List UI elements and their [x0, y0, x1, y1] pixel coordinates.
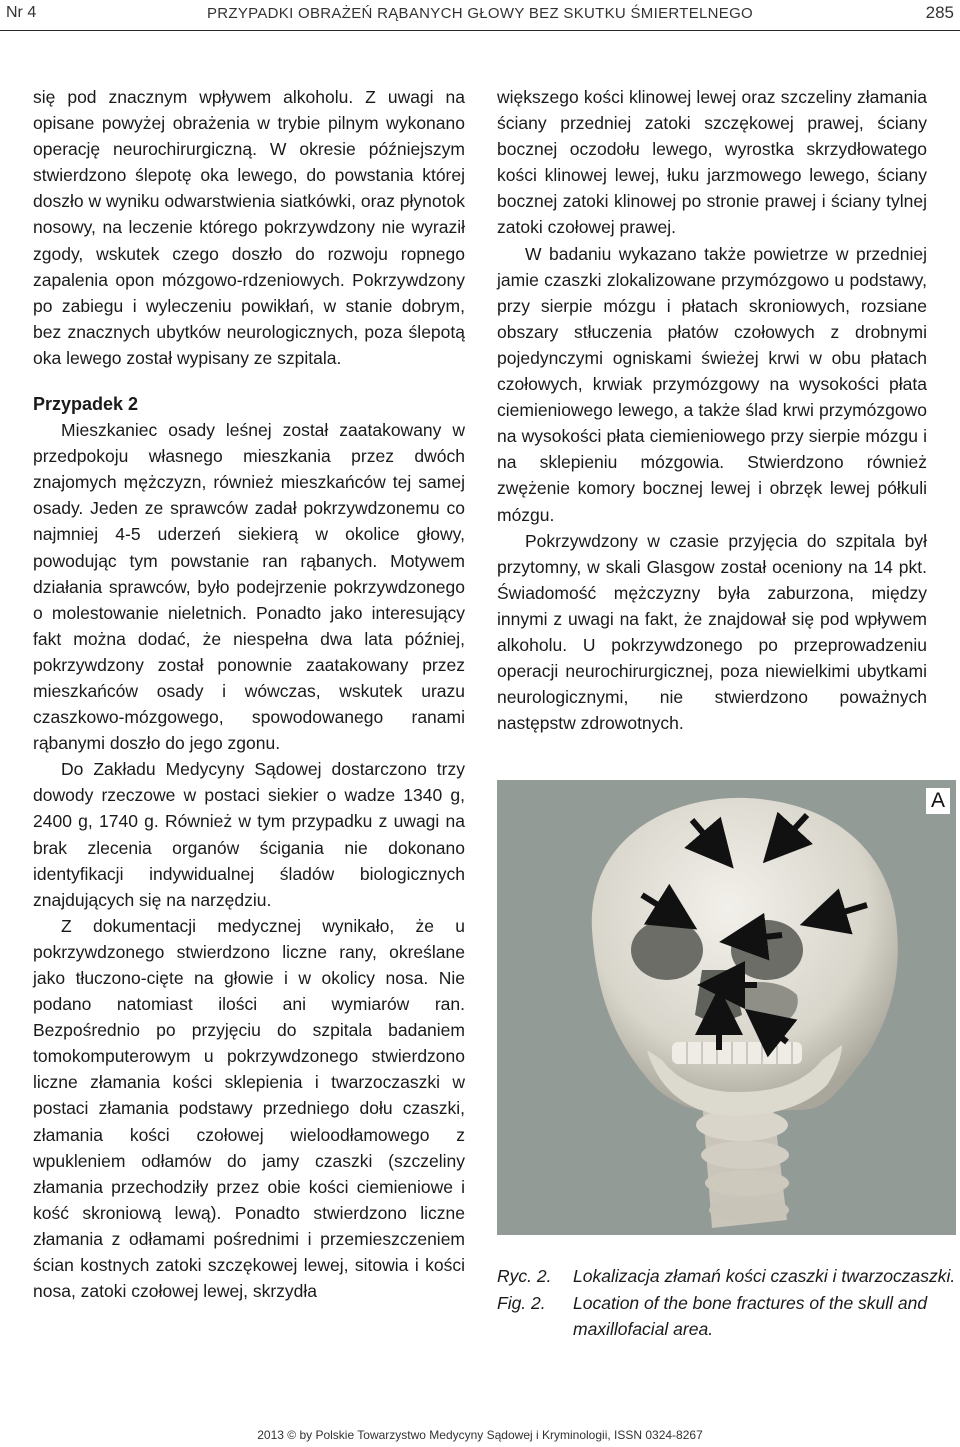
- caption-text: Location of the bone fractures of the skull and maxillofacial area.: [573, 1292, 928, 1339]
- paragraph: Do Zakładu Medycyny Sądowej dostarczono trzy dowody rzeczowe w postaci siekier o wadze 1340 g, 2400 g, 1740 g. Również w tym przypadku z uwagi na brak zlecenia organów ścigania nie dokonano identyfikacji indywidualnej śladów biologicznych znajdujących się na narzędziu.: [33, 759, 465, 910]
- paragraph: Z dokumentacji medycznej wynikało, że u pokrzywdzonego stwierdzono liczne rany, określane jako tłuczono-cięte na głowie i w okolicy nosa. Nie podano natomiast ilości ani wymiarów ran. Bezpośrednio po przyjęciu do szpitala badaniem tomokomputerowym u pokrzywdzonego stwierdzono liczne złamania kości sklepienia i twarzoczaszki w postaci złamania podstawy przedniego dołu czaszki, złamania kości czołowej wieloodłamowego z wpukleniem odłamów do jamy czaszki (szczeliny złamania przechodziły przez obie kości ciemieniowe i kość skroniową lewą). Ponadto stwierdzono liczne złamania z odłamami pośrednimi i przemieszczeniem ścian kostnych zatoki szczękowej lewej, sitowia i kości nosa, zatoki czołowej lewej, skrzydła: [33, 915, 465, 1302]
- left-orbit: [731, 920, 803, 980]
- paragraph: Pokrzywdzony w czasie przyjęcia do szpitala był przytomny, w skali Glasgow został oceniony na 14 pkt. Świadomość mężczyzny była zaburzona, między innymi z uwagi na fakt, że znajdował się pod wpływem alkoholu. U pokrzywdzonego po przeprowadzeniu operacji neurochirurgicznej, poza niewielkimi ubytkami neurologicznymi, nie stwierdzono poważnych następstw zdrowotnych.: [497, 530, 927, 734]
- teeth: [672, 1042, 802, 1064]
- issue-number: Nr 4: [6, 4, 37, 21]
- figure-panel-label: A: [926, 788, 950, 814]
- ct-skull-figure: [497, 780, 956, 1235]
- header-rule: [0, 30, 960, 31]
- paragraph: Mieszkaniec osady leśnej został zaatakowany w przedpokoju własnego mieszkania przez dwóch znajomych mężczyzn, również mieszkańców tej samej osady. Jeden ze sprawców zadał pokrzywdzonemu co najmniej 4-5 uderzeń siekierą w okolice głowy, powodując tym powstanie ran rąbanych. Motywem działania sprawców, było podejrzenie pokrzywdzonego o molestowanie nieletnich. Ponadto jako interesujący fakt można dodać, że niespełna dwa lata później, pokrzywdzony został ponownie zaatakowany przez mieszkańców osady i wówczas, wskutek urazu czaszkowo-mózgowego, spowodowanego ranami rąbanymi doszło do jego zgonu.: [33, 420, 465, 754]
- section-heading: Przypadek 2: [33, 394, 139, 415]
- figure-caption: [497, 1263, 957, 1343]
- paragraph: się pod znacznym wpływem alkoholu. Z uwagi na opisane powyżej obrażenia w trybie pilnym wykonano operację neurochirurgiczną. W okresie późniejszym stwierdzono ślepotę oka lewego, do powstania której doszło w wyniku odwarstwienia siatkówki, oraz płynotok nosowy, na leczenie którego pokrzywdzony nie wyraził zgody, wskutek czego doszło do rozwoju ropnego zapalenia opon mózgowo-rdzeniowych. Pokrzywdzony po zabiegu i wyleczeniu powikłań, w stanie dobrym, bez znacznych ubytków neurologicznych, poza ślepotą oka lewego został wypisany ze szpitala.: [33, 87, 465, 368]
- paragraph: większego kości klinowej lewej oraz szczeliny złamania ściany przedniej zatoki szczękowej prawej, ściany bocznej oczodołu lewego, wyrostka skrzydłowatego kości klinowej lewej, łuku jarzmowego lewego, ściany bocznej zatoki klinowej po stronie prawej i ściany tylnej zatoki czołowej prawej.: [497, 87, 927, 238]
- running-header: [0, 0, 960, 30]
- caption-label: Fig. 2.: [497, 1292, 546, 1313]
- right-column: [497, 84, 927, 736]
- journal-running-title: PRZYPADKI OBRAŻEŃ RĄBANYCH GŁOWY BEZ SKUTKU ŚMIERTELNEGO: [206, 5, 754, 22]
- copyright-footer: 2013 © by Polskie Towarzystwo Medycyny Sądowej i Kryminologii, ISSN 0324-8267: [257, 1428, 703, 1442]
- paragraph: W badaniu wykazano także powietrze w przedniej jamie czaszki zlokalizowane przymózgowo u podstawy, przy sierpie mózgu i płatach skroniowych, rozsiane obszary stłuczenia płatów czołowych z drobnymi pojedynczymi ogniskami świeżej krwi w obu płatach czołowych, krwiak przymózgowy na wysokości płata ciemieniowego lewego, a także ślad krwi przymózgowo na wysokości płata ciemieniowego przy sierpie mózgu i na sklepieniu mózgowia. Stwierdzono również zwężenie komory bocznej lewej i obrzęk lewej półkuli mózgu.: [497, 243, 927, 525]
- right-orbit: [631, 920, 703, 980]
- caption-polish: [497, 1263, 957, 1290]
- caption-text: Lokalizacja złamań kości czaszki i twarzoczaszki.: [573, 1266, 956, 1286]
- page-number: 285: [925, 3, 954, 22]
- caption-english: [497, 1290, 957, 1343]
- skull-3d-reconstruction: [497, 780, 956, 1235]
- caption-label: Ryc. 2.: [497, 1266, 552, 1286]
- left-column: [33, 84, 465, 1304]
